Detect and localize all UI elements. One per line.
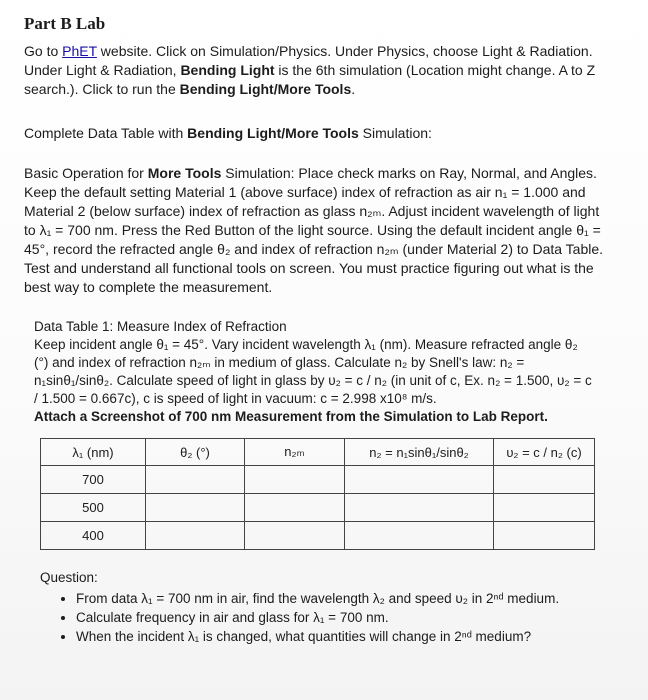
instruction-text: Simulation:: [358, 125, 432, 141]
data-table-description: [34, 318, 594, 426]
table-cell: 400: [41, 522, 146, 550]
column-header: θ₂ (°): [146, 439, 245, 466]
intro-bold-text: Bending Light: [180, 62, 275, 78]
basic-operation-text: Basic Operation for: [24, 165, 148, 181]
intro-text: website. Click on Simulation/Physics. Under Physics, choose Light & Radiation. Under Light & Radiation,: [24, 43, 593, 78]
table-cell[interactable]: [245, 522, 345, 550]
table-cell[interactable]: [245, 494, 345, 522]
page-title: Part B Lab: [24, 14, 106, 33]
column-header: λ₁ (nm): [41, 439, 146, 466]
table-cell[interactable]: [345, 522, 494, 550]
basic-operation-text: Simulation: Place check marks on Ray, Normal, and Angles. Keep the default setting Material 1 (above surface) index of refraction as air n₁ = 1.000 and Material 2 (below surface) index of refraction as glass n₂ₘ. Adjust incident wavelength of light to λ₁ = 700 nm. Press the Red Button of the light source. Using the default incident angle θ₁ = 45°, record the refracted angle θ₂ and index of refraction n₂ₘ (under Material 2) to Data Table. Test and understand all functional tools on screen. You must practice figuring out what is the best way to complete the measurement.: [24, 165, 604, 295]
question-section: [40, 568, 620, 646]
intro-text: .: [351, 81, 356, 97]
basic-operation-paragraph: [24, 164, 604, 297]
basic-operation-bold-text: More Tools: [147, 165, 222, 181]
column-header: n₂ₘ: [245, 439, 345, 466]
instruction-line: [24, 124, 634, 143]
question-label: Question:: [40, 570, 98, 585]
data-table-title: Data Table 1: Measure Index of Refraction: [34, 319, 287, 334]
table-cell[interactable]: [494, 494, 595, 522]
table-cell[interactable]: [494, 522, 595, 550]
table-row: [41, 466, 595, 494]
table-cell[interactable]: [494, 466, 595, 494]
table-cell[interactable]: [345, 494, 494, 522]
table-cell[interactable]: [345, 466, 494, 494]
column-header: n₂ = n₁sinθ₁/sinθ₂: [345, 439, 494, 466]
question-item: • From data λ₁ = 700 nm in air, find the wavelength λ₂ and speed υ₂ in 2ⁿᵈ medium.: [76, 589, 620, 608]
intro-paragraph: [24, 42, 634, 99]
intro-text: Go to: [24, 43, 63, 59]
question-item: • When the incident λ₁ is changed, what quantities will change in 2ⁿᵈ medium?: [76, 627, 620, 646]
table-cell[interactable]: [146, 494, 245, 522]
table-cell[interactable]: [245, 466, 345, 494]
intro-text: is the 6th simulation (Location might change. A to Z search.). Click to run the: [24, 62, 596, 97]
intro-bold-text: Bending Light/More Tools: [179, 81, 352, 97]
phet-link[interactable]: PhET: [62, 43, 97, 59]
question-item: • Calculate frequency in air and glass for λ₁ = 700 nm.: [76, 608, 620, 627]
table-row: [41, 494, 595, 522]
table-row: [41, 522, 595, 550]
question-list: [40, 589, 620, 646]
column-header: υ₂ = c / n₂ (c): [494, 439, 595, 466]
data-table-instructions: Keep incident angle θ₁ = 45°. Vary incident wavelength λ₁ (nm). Measure refracted angle θ₂ (°) and index of refraction n₂ₘ in medium of glass. Calculate n₂ by Snell's law: n₂ = n₁sinθ₁/sinθ₂. Calculate speed of light in glass by υ₂ = c / n₂ (in unit of c, Ex. n₂ = 1.500, υ₂ = c / 1.500 = 0.667c), c is speed of light in vacuum: c = 2.998 x10⁸ m/s.: [34, 337, 592, 406]
table-cell[interactable]: [146, 522, 245, 550]
table-cell: 500: [41, 494, 146, 522]
table-cell: 700: [41, 466, 146, 494]
data-table: [40, 438, 595, 550]
screenshot-note: Attach a Screenshot of 700 nm Measurement from the Simulation to Lab Report.: [34, 409, 548, 424]
instruction-text: Complete Data Table with: [24, 125, 188, 141]
instruction-bold-text: Bending Light/More Tools: [187, 125, 359, 141]
table-header-row: [41, 439, 595, 466]
table-cell[interactable]: [146, 466, 245, 494]
